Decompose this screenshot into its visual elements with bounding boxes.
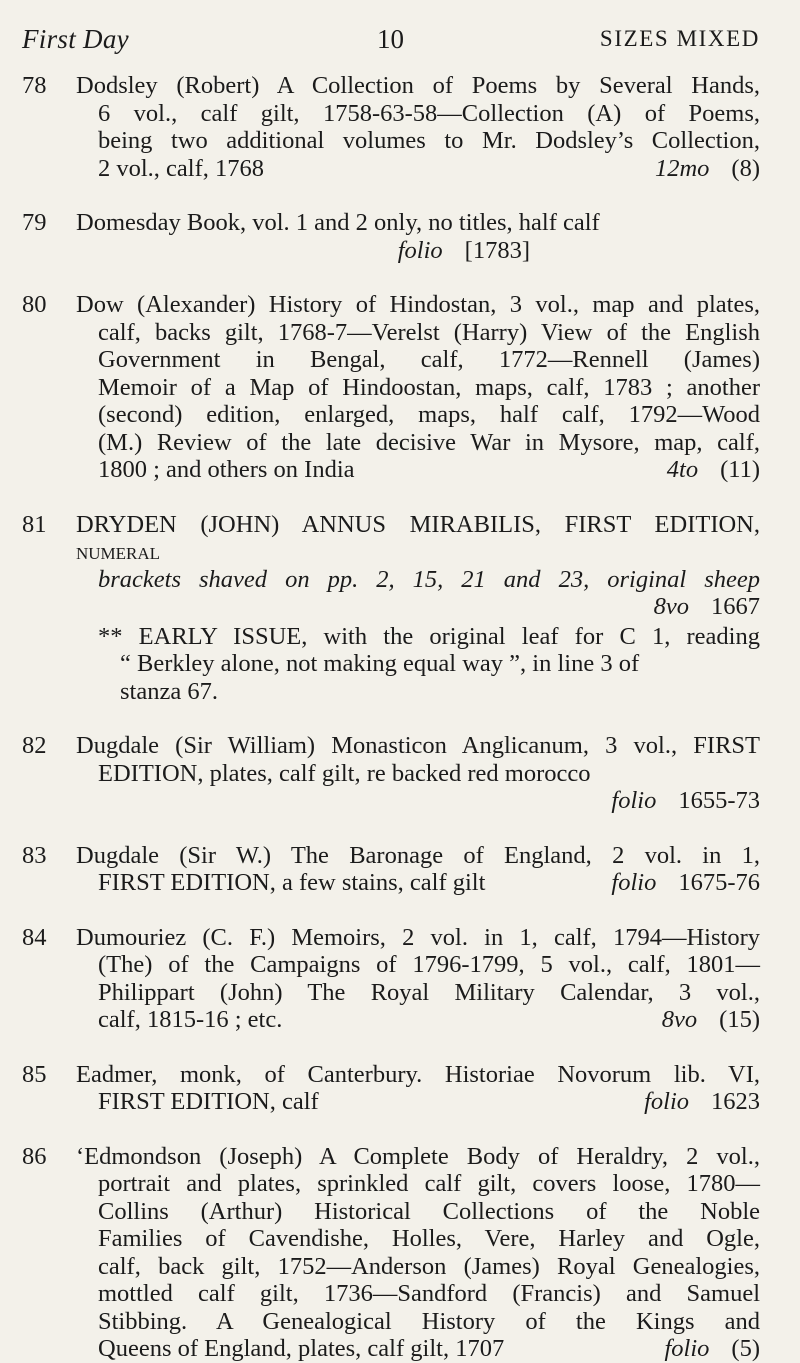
lot-78: [22, 72, 760, 182]
lot-extent: (11): [720, 456, 760, 483]
lot-format: folio: [611, 787, 657, 814]
lot-format-extent: [655, 155, 760, 183]
lot-format-extent: [665, 1335, 761, 1363]
lot-tail-text: Queens of England, plates, calf gilt, 1707: [98, 1335, 505, 1362]
lot-extent: 1623: [711, 1088, 760, 1115]
lot-format: folio: [644, 1088, 689, 1115]
lot-84: [22, 924, 760, 1034]
note-line: “ Berkley alone, not making equal way ”, in line 3 of: [120, 650, 640, 677]
lot-extent: (8): [731, 154, 760, 182]
lot-line: portrait and plates, sprinkled calf gilt, covers loose, 1780—: [98, 1170, 760, 1197]
lot-format-extent: [611, 787, 760, 815]
lot-format: 4to: [666, 456, 699, 483]
lot-tail: [76, 1335, 760, 1363]
lot-description: [76, 842, 760, 897]
lot-81: [22, 511, 760, 706]
lot-format-extent: [398, 237, 530, 265]
lot-line: Collins (Arthur) Historical Collections of the Noble: [98, 1197, 760, 1225]
lot-tail: [76, 1006, 760, 1034]
lot-description: [76, 291, 760, 484]
lot-extent: [1783]: [464, 236, 530, 264]
lot-description: [76, 209, 760, 264]
header-day: First Day: [22, 24, 129, 54]
lot-extent: (5): [731, 1335, 760, 1362]
lot-description: [76, 1061, 760, 1116]
lot-line: calf, back gilt, 1752—Anderson (James) Royal Genealogies,: [98, 1252, 760, 1280]
lot-description: [76, 1143, 760, 1363]
lot-tail: [76, 237, 760, 265]
lot-format: 8vo: [653, 593, 689, 620]
lot-85: [22, 1061, 760, 1116]
lot-line: (second) edition, enlarged, maps, half calf, 1792—Wood: [98, 401, 760, 428]
lot-line: (The) of the Campaigns of 1796-1799, 5 vol., calf, 1801—: [98, 951, 760, 978]
lot-extent: (15): [719, 1006, 760, 1033]
lot-format: folio: [611, 869, 657, 896]
lot-line: Dumouriez (C. F.) Memoirs, 2 vol. in 1, calf, 1794—History: [76, 923, 760, 951]
lot-83: [22, 842, 760, 897]
lot-note: [76, 623, 760, 706]
lot-line: being two additional volumes to Mr. Dodsley’s Collection,: [98, 127, 760, 154]
lot-format: folio: [397, 236, 443, 264]
lot-description: [76, 72, 760, 182]
lot-line: Government in Bengal, calf, 1772—Rennell (James): [98, 346, 760, 373]
note-line: ** EARLY ISSUE, with the original leaf for C 1, reading: [98, 622, 760, 650]
lot-line: calf, backs gilt, 1768-7—Verelst (Harry) View of the English: [98, 318, 760, 346]
lot-number: 78: [22, 72, 47, 99]
page-number: 10: [377, 24, 404, 54]
lot-description: [76, 511, 760, 706]
lot-format: folio: [664, 1335, 710, 1362]
lot-description: [76, 924, 760, 1034]
lot-format-extent: [662, 1006, 760, 1034]
lot-line: Dow (Alexander) History of Hindostan, 3 vol., map and plates,: [76, 291, 760, 318]
lot-line: Dugdale (Sir W.) The Baronage of England, 2 vol. in 1,: [76, 841, 760, 869]
lot-tail: [76, 593, 760, 621]
lot-tail: [76, 1088, 760, 1116]
lot-number: 79: [22, 209, 47, 236]
header-section: SIZES MIXED: [599, 26, 760, 51]
lot-tail: [76, 869, 760, 897]
lot-line: (M.) Review of the late decisive War in Mysore, map, calf,: [98, 428, 760, 456]
lot-extent: 1667: [711, 593, 760, 620]
lot-line: mottled calf gilt, 1736—Sandford (Francis) and Samuel: [98, 1280, 760, 1307]
lot-line: Dugdale (Sir William) Monasticon Anglicanum, 3 vol., FIRST: [76, 732, 760, 759]
page-header: [22, 20, 760, 72]
lot-line: Stibbing. A Genealogical History of the Kings and: [98, 1307, 760, 1335]
lot-line: Domesday Book, vol. 1 and 2 only, no titles, half calf: [76, 209, 600, 236]
lot-format-extent: [644, 1088, 760, 1116]
lot-line: 6 vol., calf gilt, 1758-63-58—Collection (A) of Poems,: [98, 99, 760, 127]
lot-line: Dodsley (Robert) A Collection of Poems by Several Hands,: [76, 72, 760, 99]
lot-line: Families of Cavendishe, Holles, Vere, Harley and Ogle,: [98, 1225, 760, 1252]
lot-line: DRYDEN (JOHN) ANNUS MIRABILIS, FIRST EDITION, numeral: [76, 510, 760, 565]
lot-format: 8vo: [661, 1006, 698, 1033]
lot-80: [22, 291, 760, 484]
lot-number: 84: [22, 923, 47, 951]
lot-tail-text: 1800 ; and others on India: [98, 456, 355, 483]
lot-line: ‘Edmondson (Joseph) A Complete Body of Heraldry, 2 vol.,: [76, 1142, 760, 1170]
lot-extent: 1675-76: [678, 869, 760, 896]
lot-number: 81: [22, 510, 47, 538]
lot-tail-text: 2 vol., calf, 1768: [98, 154, 265, 182]
lot-number: 85: [22, 1060, 47, 1088]
lot-number: 80: [22, 291, 47, 318]
lot-line: Memoir of a Map of Hindoostan, maps, calf, 1783 ; another: [98, 373, 760, 401]
lot-tail-text: FIRST EDITION, calf: [98, 1088, 319, 1115]
lot-line: EDITION, plates, calf gilt, re backed red morocco: [98, 759, 591, 787]
lot-number: 82: [22, 732, 47, 759]
lot-tail-text: FIRST EDITION, a few stains, calf gilt: [98, 869, 486, 896]
lot-82: [22, 732, 760, 815]
lot-tail-text: calf, 1815-16 ; etc.: [98, 1006, 283, 1033]
lot-79: [22, 209, 760, 264]
lot-line: Philippart (John) The Royal Military Calendar, 3 vol.,: [98, 978, 760, 1006]
lot-tail: [76, 456, 760, 484]
lot-format-extent: [654, 593, 760, 621]
lot-format-extent: [611, 869, 760, 897]
note-line: stanza 67.: [120, 677, 218, 705]
lot-format-extent: [667, 456, 760, 484]
lot-tail: [76, 787, 760, 815]
lot-line: brackets shaved on pp. 2, 15, 21 and 23, original sheep: [98, 565, 760, 593]
lot-number: 83: [22, 841, 47, 869]
lot-format: 12mo: [654, 154, 710, 182]
lot-description: [76, 732, 760, 815]
lot-extent: 1655-73: [678, 787, 760, 814]
lot-number: 86: [22, 1142, 47, 1170]
lot-line: Eadmer, monk, of Canterbury. Historiae Novorum lib. VI,: [76, 1060, 760, 1088]
lot-86: [22, 1143, 760, 1363]
lot-tail: [76, 155, 760, 183]
